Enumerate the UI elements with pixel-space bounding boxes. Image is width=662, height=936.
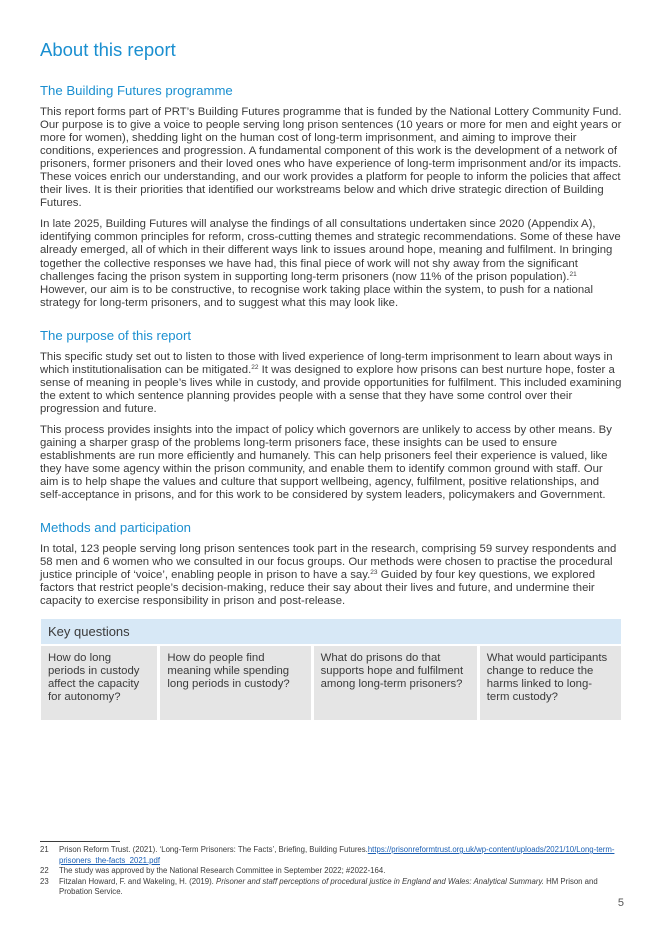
- purpose-paragraph-2: This process provides insights into the impact of policy which governors are unlikely to access by other means. By gaining a sharper grasp of the problems long-term prisoners face, these insights can be used to ensure establishments are run more efficiently and humanely. This can help prisoners feel their experience is valued, like they have some agency within the prison community, and enable them to identify common ground with staff. Our aim is to help shape the values and culture that support wellbeing, agency, fulfilment, positive relationships, and self-acceptance in prisons, and for this work to be considered by system leaders, policymakers and Government.: [40, 423, 612, 502]
- section-building-futures: [40, 82, 622, 310]
- footnotes: [40, 845, 620, 898]
- footnote-number: 22: [40, 866, 49, 875]
- footnote-21-text: Prison Reform Trust. (2021). ‘Long-Term Prisoners: The Facts’, Briefing, Building Futures.: [59, 845, 368, 854]
- page-number: 5: [617, 897, 624, 909]
- footnote-23: [40, 877, 620, 898]
- purpose-p1-text-a: This specific study set out to listen to those with lived experience of long-term imprisonment to learn about ways in which institutionalisation can be mitigated.: [40, 350, 613, 376]
- report-content: [40, 38, 622, 720]
- footnote-text: [59, 877, 620, 898]
- section-heading-purpose: The purpose of this report: [40, 327, 192, 343]
- footnote-ref-22[interactable]: 22: [251, 363, 259, 371]
- building-futures-paragraph-1: This report forms part of PRT’s Building Futures programme that is funded by the National Lottery Community Fund. Our purpose is to give a voice to people serving long prison sentences (10 years or more for men and eight years or more for women), shedding light on the human cost of long-term imprisonment, and aiming to improve their conditions, experiences and progression. A fundamental component of this work is the development of a network of prisoners, former prisoners and their loved ones who have experience of long-term imprisonment and/or its impacts. These voices enrich our understanding, and our work provides a platform for people to inform the policies that affect their lives. It is their priorities that identified our workstreams below and which drive strategic direction of Building Futures.: [40, 106, 622, 210]
- footnote-23-text-b: HM Prison and Probation Service.: [59, 876, 598, 896]
- footnote-divider: [40, 841, 120, 842]
- footnote-23-text-a: Fitzalan Howard, F. and Wakeling, H. (2019).: [59, 876, 217, 886]
- key-questions-table: [41, 619, 621, 720]
- section-purpose: [40, 327, 622, 503]
- purpose-paragraph-1: [40, 351, 622, 416]
- building-futures-p2-text-b: However, our aim is to be constructive, to recognise work taking place within the system, to push for a national strategy for long-term prisoners, and to suggest what this may look like.: [40, 283, 593, 309]
- footnote-21-link[interactable]: https://prisonreformtrust.org.uk/wp-content/uploads/2021/10/Long-term-prisoners_the-facts_2021.pdf: [59, 845, 615, 865]
- page-title: About this report: [40, 39, 176, 60]
- footnote-22-text: The study was approved by the National Research Committee in September 2022; #2022-164.: [59, 866, 386, 875]
- methods-p1-text-b: Guided by four key questions, we explored factors that restrict people’s decision-making, reduce their say about their lives and future, and undermine their capacity to exercise responsibility in prison and post-release.: [40, 569, 596, 608]
- section-methods: [40, 519, 622, 608]
- purpose-p1-text-b: It was designed to explore how prisons can best nurture hope, foster a sense of meaning in people’s lives while in custody, and provide opportunities for fulfilment. This included examining the extent to which sentence planning provides people with a sense that they have some control over their progression and future.: [40, 363, 622, 415]
- section-heading-building-futures: The Building Futures programme: [40, 83, 233, 98]
- footnote-text: [59, 845, 620, 866]
- building-futures-p2-text-a: In late 2025, Building Futures will analyse the findings of all consultations undertaken since 2020 (Appendix A), identifying common principles for reform, cross-cutting themes and strategic recommendations. Some of these have already emerged, all of which in their different ways link to issues around hope, meaning and fulfilment. In bringing together the collective responses we have had, this final piece of work will not shy away from the significant challenges facing the prison system in supporting long-term prisoners (now 11% of the prison population).: [40, 218, 621, 283]
- footnote-22: [40, 866, 620, 877]
- footnote-number: 21: [40, 845, 49, 854]
- key-question-3: What do prisons do that supports hope and fulfilment among long-term prisoners?: [314, 646, 477, 720]
- footnote-number: 23: [40, 876, 49, 886]
- footnote-ref-23[interactable]: 23: [370, 569, 378, 577]
- key-questions-heading: Key questions: [41, 619, 621, 644]
- key-questions-row: [41, 646, 621, 720]
- footnote-21: [40, 845, 620, 866]
- footnote-23-title: Prisoner and staff perceptions of procedural justice in England and Wales: Analytical Summary.: [216, 876, 544, 886]
- methods-p1-text-a: In total, 123 people serving long prison sentences took part in the research, comprising 59 survey respondents and 58 men and 6 women who we consulted in our focus groups. Our methods were chosen to practise the procedural justice principle of ‘voice’, enabling people in prison to have a say.: [40, 543, 617, 582]
- section-heading-methods: Methods and participation: [40, 520, 192, 536]
- key-question-2: How do people find meaning while spending long periods in custody?: [160, 646, 310, 720]
- methods-paragraph-1: [40, 543, 622, 608]
- building-futures-paragraph-2: [40, 218, 622, 309]
- key-question-4: What would participants change to reduce the harms linked to long-term custody?: [480, 646, 621, 720]
- key-question-1: How do long periods in custody affect the capacity for autonomy?: [41, 646, 157, 720]
- footnote-ref-21[interactable]: 21: [569, 270, 577, 278]
